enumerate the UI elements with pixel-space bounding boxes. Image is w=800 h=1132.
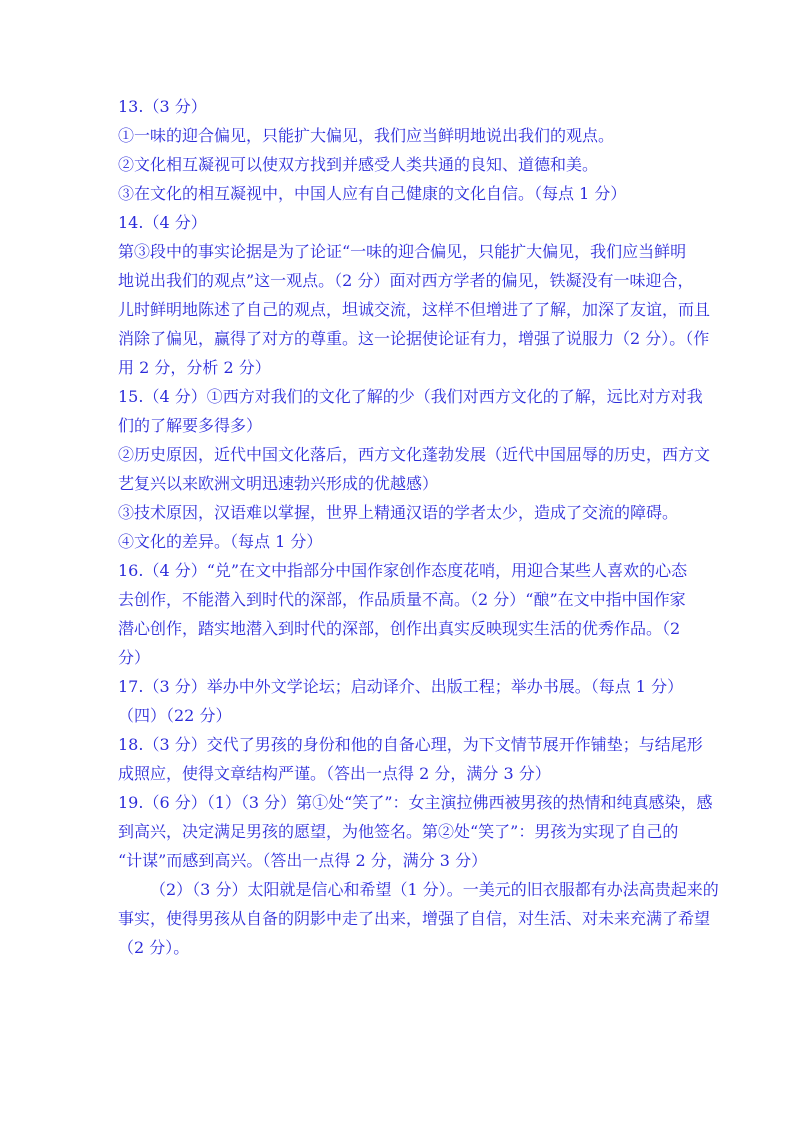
q13-point-3: ③在文化的相互凝视中，中国人应有自己健康的文化自信。（每点 1 分） xyxy=(118,184,627,203)
q19-part-2-line: 事实，使得男孩从自备的阴影中走了出来，增强了自信，对生活、对未来充满了希望 xyxy=(118,909,711,928)
q13-point-2: ②文化相互凝视可以使双方找到并感受人类共通的良知、道德和美。 xyxy=(118,155,599,174)
q16-text-line: 16.（4 分）“兑”在文中指部分中国作家创作态度花哨，用迎合某些人喜欢的心态 xyxy=(118,561,688,580)
q19-part-2-line: （2 分）。 xyxy=(118,938,190,957)
q19-text-line: “计谋”而感到高兴。（答出一点得 2 分，满分 3 分） xyxy=(118,851,488,870)
q15-text-line: 们的了解要多得多） xyxy=(118,416,263,435)
q15-text-line: ④文化的差异。（每点 1 分） xyxy=(118,532,323,551)
q16-text-line: 分） xyxy=(118,648,151,667)
q17-text-line: 17.（3 分）举办中外文学论坛；启动译介、出版工程；举办书展。（每点 1 分） xyxy=(118,677,684,696)
q16-text-line: 潜心创作，踏实地潜入到时代的深部，创作出真实反映现实生活的优秀作品。（2 xyxy=(118,619,681,638)
q19-text-line: 19.（6 分）（1）（3 分）第①处“笑了”：女主演拉佛西被男孩的热情和纯真感染，感 xyxy=(118,793,713,812)
q15-text-line: ②历史原因，近代中国文化落后，西方文化蓬勃发展（近代中国屈辱的历史，西方文 xyxy=(118,445,711,464)
answer-text-block xyxy=(118,92,719,962)
section-4-heading: （四）（22 分） xyxy=(118,706,232,725)
q14-text-line: 第③段中的事实论据是为了论证“一味的迎合偏见，只能扩大偏见，我们应当鲜明 xyxy=(118,242,687,261)
q13-heading: 13.（3 分） xyxy=(118,97,207,116)
q13-point-1: ①一味的迎合偏见，只能扩大偏见，我们应当鲜明地说出我们的观点。 xyxy=(118,126,615,145)
q19-text-line: 到高兴，决定满足男孩的愿望，为他签名。第②处“笑了”：男孩为实现了自己的 xyxy=(118,822,679,841)
q16-text-line: 去创作，不能潜入到时代的深部，作品质量不高。（2 分）“酿”在文中指中国作家 xyxy=(118,590,686,609)
q18-text-line: 成照应，使得文章结构严谨。（答出一点得 2 分，满分 3 分） xyxy=(118,764,551,783)
q18-text-line: 18.（3 分）交代了男孩的身份和他的自备心理，为下文情节展开作铺垫；与结尾形 xyxy=(118,735,703,754)
q14-text-line: 用 2 分，分析 2 分） xyxy=(118,358,271,377)
q19-part-2-line: （2）（3 分）太阳就是信心和希望（1 分）。一美元的旧衣服都有办法高贵起来的 xyxy=(150,880,719,899)
q15-text-line: 15.（4 分）①西方对我们的文化了解的少（我们对西方文化的了解，远比对方对我 xyxy=(118,387,703,406)
q14-text-line: 儿时鲜明地陈述了自己的观点，坦诚交流，这样不但增进了了解，加深了友谊，而且 xyxy=(118,300,711,319)
q14-heading: 14.（4 分） xyxy=(118,213,207,232)
q15-text-line: ③技术原因，汉语难以掌握，世界上精通汉语的学者太少，造成了交流的障碍。 xyxy=(118,503,679,522)
q14-text-line: 消除了偏见，赢得了对方的尊重。这一论据使论证有力，增强了说服力（2 分）。（作 xyxy=(118,329,710,348)
q14-text-line: 地说出我们的观点”这一观点。（2 分）面对西方学者的偏见，铁凝没有一味迎合， xyxy=(118,271,694,290)
q15-text-line: 艺复兴以来欧洲文明迅速勃兴形成的优越感） xyxy=(118,474,439,493)
